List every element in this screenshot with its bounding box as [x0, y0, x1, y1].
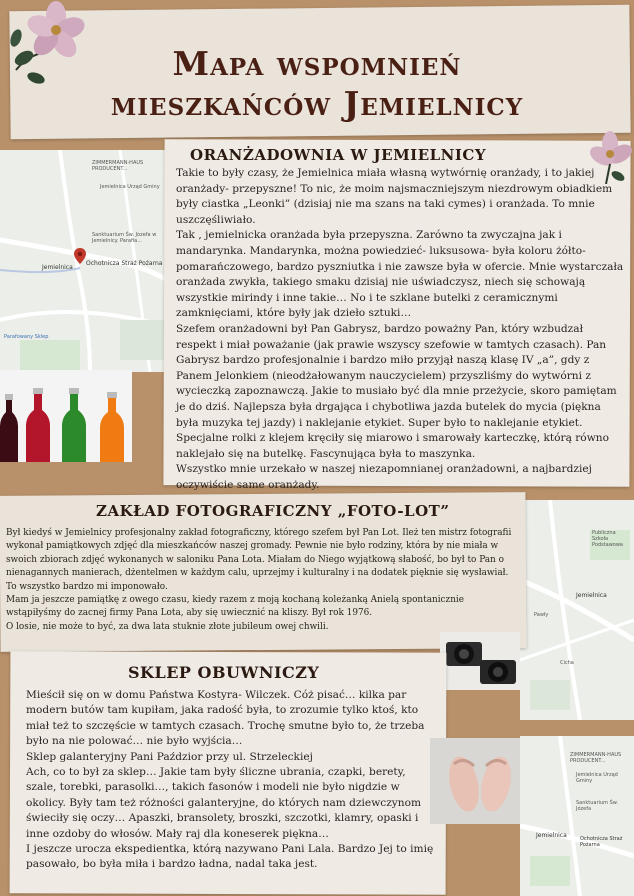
title-line-2: mieszkańców Jemielnicy [110, 84, 524, 123]
soda-bottles-photo [0, 370, 132, 462]
map-bottom [520, 736, 634, 896]
title-line-1: Mapa wspomnień [172, 44, 462, 83]
map-bottom-label-1: ZIMMERMANN-HAUS PRODUCENT... [570, 752, 622, 764]
section2-body [6, 527, 516, 634]
page-title [0, 44, 634, 124]
section3-body [26, 688, 438, 873]
shoes-photo [430, 738, 530, 824]
map-pin-icon [74, 248, 86, 264]
map-left [0, 150, 180, 372]
section3-paragraph: Sklep galanteryjny Pani Paździor przy ul. Strzeleckiej [26, 750, 313, 763]
section1-paragraph: Takie to były czasy, że Jemielnica miała własną wytwórnię oranżady, i to jakiej oranżady- przepyszne! To nic, że moim najsmaczniejszym niezdrowym obiadkiem były ciastka „Leonki” (dzisiaj nie ma szans na taki cymes) i oranżada. To mnie uszczęśliwiało. [176, 167, 613, 226]
map-bottom-label-2: Jemielnica Urząd Gminy [576, 772, 618, 784]
map-bottom-label-5: Ochotnicza Straż Pożarna [580, 836, 623, 848]
map-left-label-6: Parafowany Sklep [4, 334, 49, 340]
section1-paragraph: Wszystko mnie urzekało w naszej niezapomnianej oranżadowni, a najbardziej oczywiście same oranżady. [176, 463, 592, 491]
map-right-label-4: Cicha [560, 660, 574, 666]
map-bottom-label-4: Jemielnica [536, 832, 567, 839]
section3-heading: SKLEP OBUWNICZY [128, 663, 320, 682]
map-left-label-5: Jemielnica [42, 264, 73, 271]
map-right-label-2: Jemielnica [576, 592, 607, 599]
section2-paragraph: Mam ja jeszcze pamiątkę z owego czasu, kiedy razem z moją kochaną koleżanką Anielą spontanicznie wstąpiłyśmy do zacnej firmy Pana Lota, aby się uwiecznić na kliszy. Był rok 1976. [6, 595, 464, 619]
section2-paragraph: O losie, nie może to być, za dwa lata stuknie złote jubileum owej chwili. [6, 621, 329, 632]
section1-body [176, 166, 624, 493]
section2-paragraph: Był kiedyś w Jemielnicy profesjonalny zakład fotograficzny, którego szefem był Pan Lot. Ileż ten mistrz fotografii wykonał pamiątkowych zdjęć dla mieszkańców naszej gromady. Pewnie nie było rodziny, która by nie miała w swoich zbiorach zdjęć wykonanych w saloniku Pana Lota. Miałam do Niego wyjątkową słabość, bo był to Pan o nienagannych manierach, dżentelmen w każdym calu, uprzejmy i kulturalny i na dodatek pięknie się wysławiał. To wszystko bardzo mi imponowało. [6, 528, 512, 592]
map-right [520, 500, 634, 720]
map-left-label-2: Jemielnica Urząd Gminy [100, 184, 160, 190]
map-right-label-1: Publiczna Szkoła Podstawowa [592, 530, 624, 548]
cameras-photo [440, 632, 520, 690]
section2-heading: ZAKŁAD FOTOGRAFICZNY „FOTO-LOT” [96, 502, 450, 520]
section1-paragraph: Tak , jemielnicka oranżada była przepyszna. Zarówno ta zwyczajna jak i mandarynka. Mandarynka, można powiedzieć- luksusowa- była koloru żółto-pomarańczowego, bardzo pyszniutka i nie zawsze była w ofercie. Mnie wystarczała oranżada zwykła, takiego smaku dzisiaj nie uświadczysz, niech się schowają wszystkie mirindy i inne takie… No i te szklane butelki z ceramicznymi zamknięciami, które były jak dzieło sztuki… [176, 229, 624, 320]
section3-paragraph: Ach, co to był za sklep… Jakie tam były śliczne ubrania, czapki, berety, szale, torebki, parasolki…, takich fasonów i modeli nie było nigdzie w okolicy. Były tam też różności galanteryjne, do których nam dziewczynom świeciły się oczy… Apaszki, bransolety, broszki, szczotki, klamry, opaski i inne ozdoby do włosów. Mały raj dla koneserek piękna… [26, 766, 422, 840]
section1-heading: ORANŻADOWNIA W JEMIELNICY [190, 146, 487, 164]
section3-paragraph: Mieścił się on w domu Państwa Kostyra- Wilczek. Cóż pisać… kilka par modern butów tam kupiłam, jaka radość była, to zrozumie tylko ktoś, kto miał też to szczęście w tamtych czasach. Trochę smutne było to, że trzeba było na nie polować… nie było wyjścia… [26, 689, 425, 748]
map-left-label-4: Ochotnicza Straż Pożarna [86, 260, 163, 267]
map-right-label-3: Pawły [534, 612, 549, 618]
section3-paragraph: I jeszcze urocza ekspedientka, którą nazywano Pani Lala. Bardzo Jej to imię pasowało, bo była miła i bardzo ładna, nadal taka jest. [26, 843, 434, 871]
map-left-label-1: ZIMMERMANN-HAUS PRODUCENT... [92, 160, 144, 172]
map-left-label-3: Sanktuarium Św. Józefa w Jemielnicy. Parafia... [92, 232, 157, 244]
map-bottom-label-3: Sanktuarium Św. Józefa [576, 800, 618, 812]
section1-paragraph: Szefem oranżadowni był Pan Gabrysz, bardzo poważny Pan, który wzbudzał respekt i miał poważanie (jak prawie wszyscy szefowie w tamtych czasach). Pan Gabrysz bardzo profesjonalnie i bardzo miło przyjął naszą klasę IV „a”, gdy z Panem Jelonkiem (nieodżałowanym nauczycielem) przyszliśmy do wytwórni z wycieczką zapoznawczą. Jakie to musiało być dla mnie przeżycie, skoro pamiętam je do dziś. Najlepsza była drgająca i chybotliwa jazda butelek do mycia (piękna była muzyka tej jazdy) i naklejanie etykiet. Super było to naklejanie etykiet. Specjalne rolki z klejem kręciły się miarowo i smarowały karteczkę, którą równo naklejało się na butelkę. Fascynująca była to maszynka. [176, 322, 617, 460]
